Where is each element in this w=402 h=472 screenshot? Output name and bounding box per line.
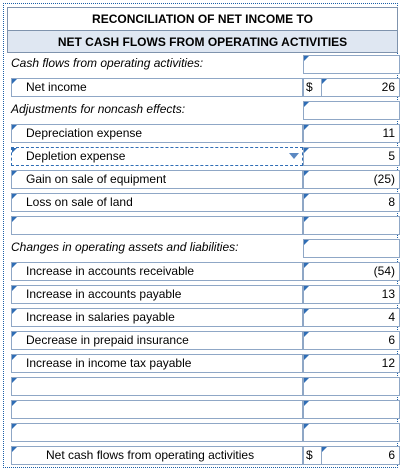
dollar-sign: $: [303, 446, 321, 465]
amount-cell[interactable]: [303, 377, 400, 396]
amount-cell[interactable]: 6: [321, 446, 400, 465]
blank-label-cell[interactable]: [11, 216, 303, 235]
worksheet-row: [7, 307, 402, 330]
worksheet-row: [7, 376, 402, 399]
line-item-label[interactable]: Net cash flows from operating activities: [11, 446, 303, 465]
dollar-sign: $: [303, 78, 321, 97]
worksheet-row: [7, 146, 402, 169]
amount-cell[interactable]: 12: [303, 354, 400, 373]
line-item-label[interactable]: Decrease in prepaid insurance: [11, 331, 303, 350]
amount-cell[interactable]: 13: [303, 285, 400, 304]
worksheet-row: [7, 399, 402, 422]
section-heading: Changes in operating assets and liabilities:: [11, 240, 239, 254]
line-item-label[interactable]: Increase in income tax payable: [11, 354, 303, 373]
amount-cell[interactable]: 8: [303, 193, 400, 212]
title-line-1: RECONCILIATION OF NET INCOME TO: [7, 7, 398, 30]
blank-label-cell[interactable]: [11, 377, 303, 396]
worksheet-row: [7, 215, 402, 238]
worksheet-row: [7, 261, 402, 284]
line-item-label[interactable]: Loss on sale of land: [11, 193, 303, 212]
section-heading: Adjustments for noncash effects:: [11, 102, 186, 116]
amount-cell[interactable]: [303, 101, 400, 120]
worksheet-row: [7, 123, 402, 146]
worksheet-row: [7, 100, 402, 123]
worksheet-row: [7, 77, 402, 100]
amount-cell[interactable]: [303, 216, 400, 235]
chevron-down-icon[interactable]: [288, 150, 300, 162]
line-item-label[interactable]: Net income: [11, 78, 303, 97]
title-line-2: NET CASH FLOWS FROM OPERATING ACTIVITIES: [7, 30, 398, 53]
worksheet-row: [7, 445, 402, 468]
amount-cell[interactable]: [303, 400, 400, 419]
amount-cell[interactable]: [303, 423, 400, 442]
worksheet-row: [7, 54, 402, 77]
blank-label-cell[interactable]: [11, 400, 303, 419]
amount-cell[interactable]: [303, 55, 400, 74]
amount-cell[interactable]: 4: [303, 308, 400, 327]
amount-cell[interactable]: [303, 239, 400, 258]
blank-label-cell[interactable]: [11, 423, 303, 442]
section-heading: Cash flows from operating activities:: [11, 56, 204, 70]
line-item-label[interactable]: Gain on sale of equipment: [11, 170, 303, 189]
line-item-label[interactable]: Increase in salaries payable: [11, 308, 303, 327]
amount-cell[interactable]: 26: [321, 78, 400, 97]
amount-cell[interactable]: (25): [303, 170, 400, 189]
worksheet-row: [7, 238, 402, 261]
amount-cell[interactable]: (54): [303, 262, 400, 281]
worksheet-row: [7, 353, 402, 376]
worksheet-row: [7, 169, 402, 192]
worksheet-row: [7, 284, 402, 307]
amount-cell[interactable]: 11: [303, 124, 400, 143]
worksheet-row: [7, 330, 402, 353]
amount-cell[interactable]: 6: [303, 331, 400, 350]
amount-cell[interactable]: 5: [303, 147, 400, 166]
worksheet-row: [7, 422, 402, 445]
line-item-label[interactable]: Depreciation expense: [11, 124, 303, 143]
line-item-label[interactable]: Increase in accounts receivable: [11, 262, 303, 281]
worksheet-row: [7, 192, 402, 215]
reconciliation-worksheet: [3, 3, 398, 468]
line-item-label[interactable]: Depletion expense: [11, 147, 303, 166]
line-item-label[interactable]: Increase in accounts payable: [11, 285, 303, 304]
